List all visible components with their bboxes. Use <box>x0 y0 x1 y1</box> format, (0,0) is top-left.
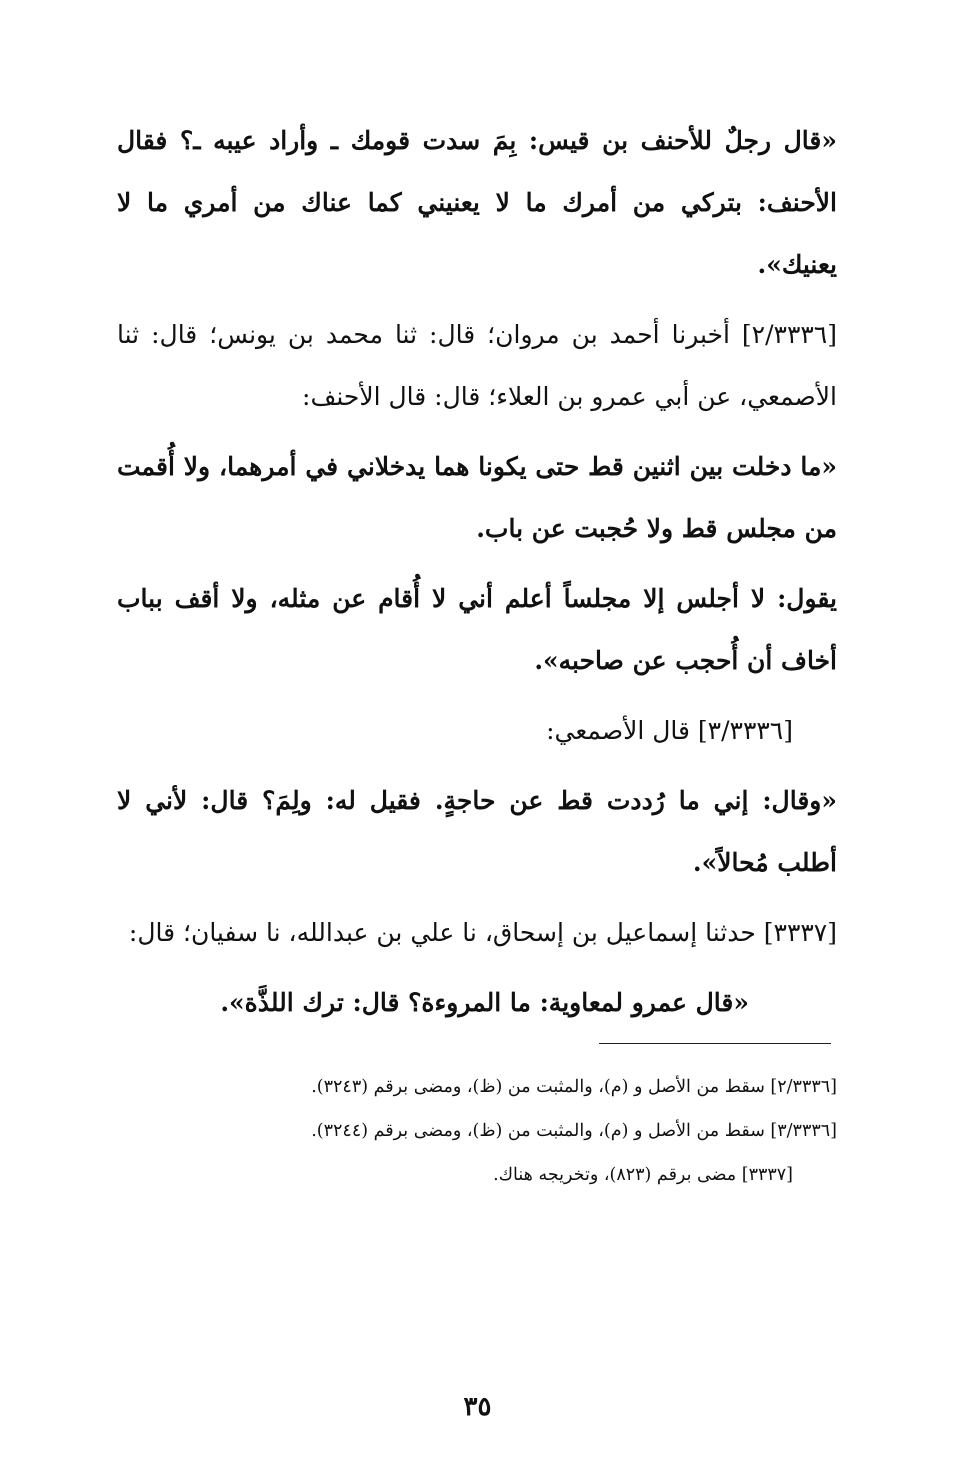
footnotes <box>117 1068 837 1200</box>
paragraph-need-saying: «وقال: إني ما رُددت قط عن حاجةٍ. فقيل له: ولِمَ؟ قال: لأني لا أطلب مُحالاً». <box>117 786 837 877</box>
footnote-divider <box>599 1043 831 1044</box>
paragraph-ahnaf-saying: «ما دخلت بين اثنين قط حتى يكونا هما يدخلاني في أمرهما، ولا أُقمت من مجلس قط ولا حُجبت عن باب. <box>117 452 837 543</box>
paragraph-isnad-3337: [٣٣٣٧] حدثنا إسماعيل بن إسحاق، نا علي بن عبدالله، نا سفيان؛ قال: <box>128 918 837 947</box>
paragraph-isnad-3336-3: [٣/٣٣٣٦] قال الأصمعي: <box>546 716 793 745</box>
paragraph-explanation: يقول: لا أجلس إلا مجلساً أعلم أني لا أُقام عن مثله، ولا أقف بباب أخاف أن أُحجب عن صاحبه». <box>117 584 837 675</box>
footnote-3336-3: [٣/٣٣٣٦] سقط من الأصل و (م)، والمثبت من (ظ)، ومضى برقم (٣٢٤٤). <box>311 1121 837 1141</box>
footnote-3336-2: [٢/٣٣٣٦] سقط من الأصل و (م)، والمثبت من (ظ)، ومضى برقم (٣٢٤٣). <box>311 1077 837 1097</box>
page-number: ٣٥ <box>463 1392 492 1422</box>
paragraph-ahnaf-answer: «قال رجلٌ للأحنف بن قيس: بِمَ سدت قومك ـ وأراد عيبه ـ؟ فقال الأحنف: بتركي من أمرك ما لا يعنيني كما عناك من أمري ما لا يعنيك». <box>117 126 837 279</box>
footnote-3337: [٣٣٣٧] مضى برقم (٨٢٣)، وتخريجه هناك. <box>493 1165 793 1185</box>
paragraph-isnad-3336-2: [٢/٣٣٣٦] أخبرنا أحمد بن مروان؛ قال: ثنا محمد بن يونس؛ قال: ثنا الأصمعي، عن أبي عمرو بن العلاء؛ قال: قال الأحنف: <box>117 320 837 411</box>
main-text <box>117 110 837 1034</box>
paragraph-muruah: «قال عمرو لمعاوية: ما المروءة؟ قال: ترك اللذَّة». <box>220 988 749 1017</box>
